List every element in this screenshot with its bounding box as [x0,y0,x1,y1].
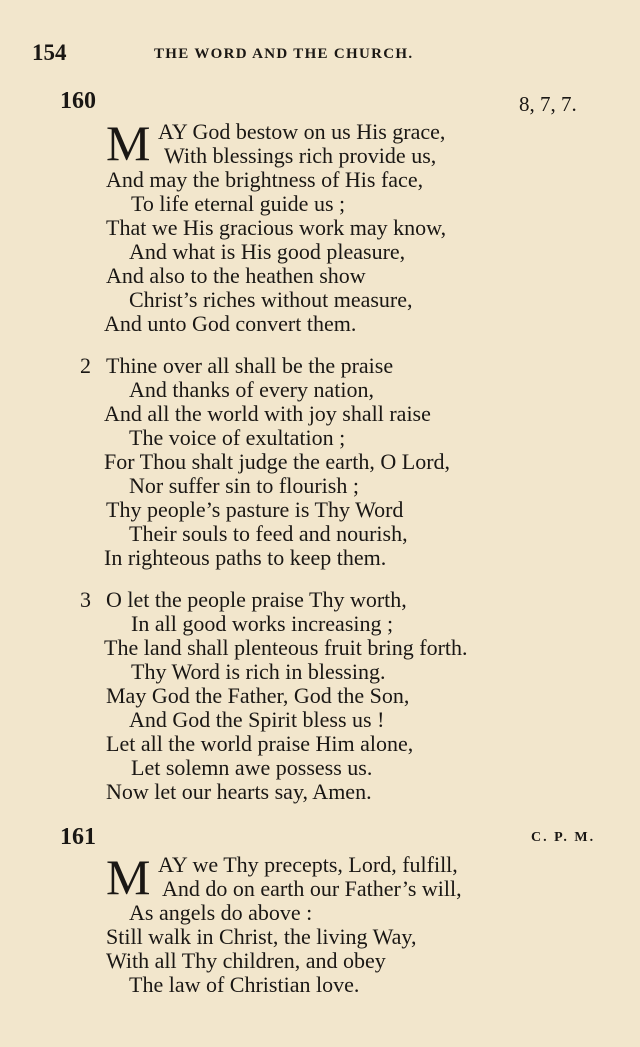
hymn-160-number: 160 [60,88,96,114]
hymn-160-v3-line-5: May God the Father, God the Son, [106,683,410,708]
hymn-160-line-7: And also to the heathen show [106,263,366,288]
hymn-160-line-5: That we His gracious work may know, [106,215,447,240]
hymn-160-line-2: With blessings rich provide us, [164,143,437,168]
hymn-161-meter: C. P. M. [531,830,596,845]
hymn-161-line-3: As angels do above : [129,900,313,925]
hymn-160-v2-line-2: And thanks of every nation, [129,377,374,402]
hymn-160-v2-line-7: Thy people’s pasture is Thy Word [106,497,404,522]
hymn-160-v3-line-8: Let solemn awe possess us. [131,755,373,780]
hymn-160-v2-line-3: And all the world with joy shall raise [104,401,431,426]
hymn-160-v2-line-4: The voice of exultation ; [129,425,346,450]
page-number: 154 [32,40,67,65]
hymn-161-line-1: AY we Thy precepts, Lord, fulfill, [158,852,458,877]
hymn-160-line-8: Christ’s riches without measure, [129,287,413,312]
hymn-160-line-4: To life eternal guide us ; [131,191,346,216]
hymn-161-number: 161 [60,824,96,850]
hymn-160-line-3: And may the brightness of His face, [106,167,424,192]
hymn-161-line-5: With all Thy children, and obey [106,948,386,973]
hymn-161-line-6: The law of Christian love. [129,972,360,997]
hymn-160-v2-line-8: Their souls to feed and nourish, [129,521,408,546]
hymn-160-v2-line-1: Thine over all shall be the praise [106,353,394,378]
hymn-160-line-6: And what is His good pleasure, [129,239,406,264]
hymn-161-dropcap: M [106,849,151,905]
hymn-160-v3-line-7: Let all the world praise Him alone, [106,731,414,756]
page-header [32,40,600,70]
hymn-160-dropcap: M [106,115,151,171]
hymn-160-v3-line-4: Thy Word is rich in blessing. [131,659,386,684]
hymn-160-v3-line-9: Now let our hearts say, Amen. [106,779,372,804]
hymn-160-v3-line-2: In all good works increasing ; [131,611,394,636]
hymn-160-v2-line-6: Nor suffer sin to flourish ; [129,473,359,498]
running-title: THE WORD AND THE CHURCH. [154,46,414,62]
hymn-160-v3-line-6: And God the Spirit bless us ! [129,707,385,732]
hymn-160-verse-3-number: 3 [80,587,91,612]
hymn-160-v2-line-5: For Thou shalt judge the earth, O Lord, [104,449,451,474]
hymn-160-v3-line-3: The land shall plenteous fruit bring forth. [104,635,468,660]
hymn-160-line-9: And unto God convert them. [104,311,357,336]
hymn-160-line-1: AY God bestow on us His grace, [158,119,446,144]
hymn-160-v2-line-9: In righteous paths to keep them. [104,545,387,570]
hymn-160-meter: 8, 7, 7. [519,92,577,116]
hymn-161-line-2: And do on earth our Father’s will, [162,876,462,901]
hymn-161-line-4: Still walk in Christ, the living Way, [106,924,417,949]
hymn-160-verse-2-number: 2 [80,353,91,378]
hymn-160-v3-line-1: O let the people praise Thy worth, [106,587,407,612]
